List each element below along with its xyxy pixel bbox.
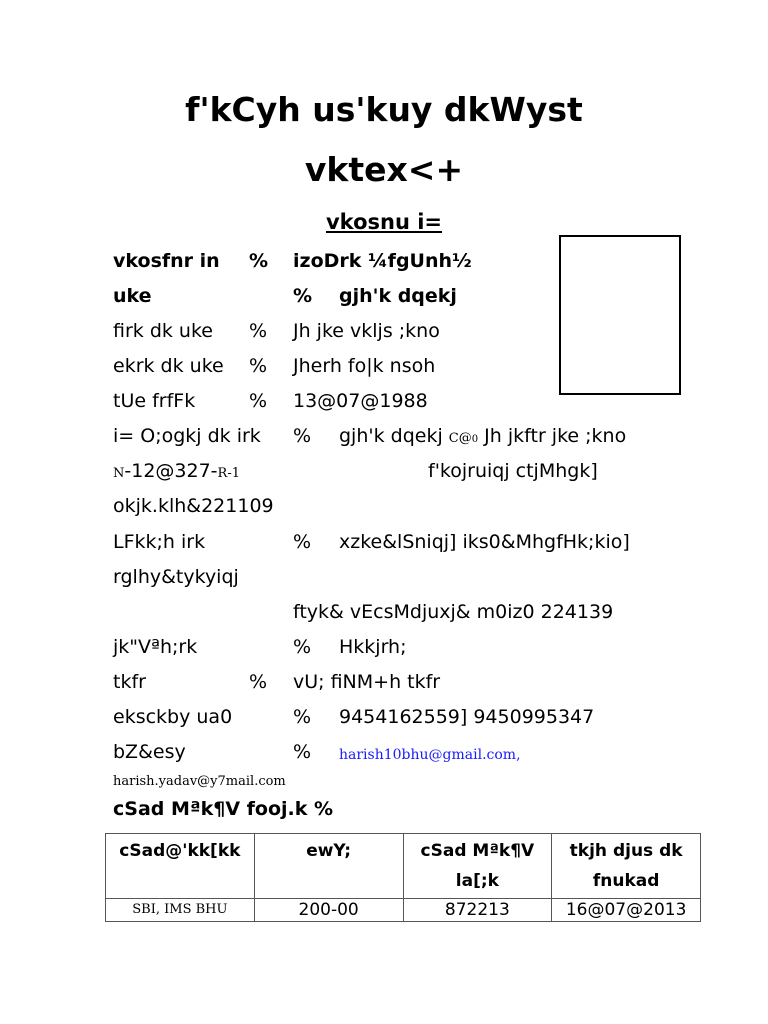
address-line3: okjk.klh&221109 — [113, 495, 274, 517]
field-sep: % — [293, 285, 313, 307]
field-sep: % — [249, 320, 268, 342]
college-location: vktex<+ — [304, 150, 464, 189]
bank-title: cSad Mªk¶V fooj.k % — [113, 798, 334, 820]
table-cell: SBI, IMS BHU — [106, 899, 255, 922]
email-line2: harish.yadav@y7mail.com — [113, 774, 286, 789]
bank-draft-table — [105, 833, 701, 922]
permanent-line2: rglhy&tykyiqj — [113, 566, 239, 588]
field-value-mother: Jherh fo|k nsoh — [293, 355, 436, 377]
table-cell: 200-00 — [254, 899, 403, 922]
field-value-dob: 13@07@1988 — [293, 390, 428, 412]
college-name: f'kCyh us'kuy dkWyst — [185, 90, 583, 129]
field-value-mobile: 9454162559] 9450995347 — [339, 706, 595, 728]
field-sep: % — [293, 531, 312, 553]
field-label-name: uke — [113, 285, 152, 307]
permanent-line3: ftyk& vEcsMdjuxj& m0iz0 224139 — [293, 601, 614, 623]
field-label-post: vkosfnr in — [113, 250, 220, 272]
field-value-caste: vU; fiNM+h tkfr — [293, 671, 441, 693]
field-sep: % — [293, 706, 312, 728]
email-link[interactable]: harish10bhu@gmail.com, — [339, 747, 521, 763]
field-sep: % — [249, 671, 268, 693]
field-value-father: Jh jke vkljs ;kno — [293, 320, 440, 342]
field-label-mobile: eksckby ua0 — [113, 706, 233, 728]
field-sep: % — [249, 390, 268, 412]
table-header: cSad Mªk¶V la[;k — [403, 834, 552, 899]
field-sep: % — [249, 355, 268, 377]
field-value-address: gjh'k dqekj C@0 Jh jkftr jke ;kno — [339, 425, 627, 447]
field-label-father: firk dk uke — [113, 320, 213, 342]
field-label-dob: tUe frfFk — [113, 390, 196, 412]
field-label-caste: tkfr — [113, 671, 146, 693]
field-sep: % — [293, 636, 312, 658]
field-label-nationality: jk"Vªh;rk — [113, 636, 198, 658]
field-value-post: izoDrk ¼fgUnh½ — [293, 250, 472, 272]
section-title: vkosnu i= — [325, 210, 443, 234]
field-sep: % — [293, 425, 312, 447]
table-cell: 872213 — [403, 899, 552, 922]
field-label-address: i= O;ogkj dk irk — [113, 425, 261, 447]
photo-placeholder — [559, 235, 681, 395]
table-cell: 16@07@2013 — [552, 899, 701, 922]
table-row — [106, 899, 701, 922]
address-line2-right: f'kojruiqj ctjMhgk] — [428, 460, 598, 482]
field-value-nationality: Hkkjrh; — [339, 636, 407, 658]
table-header: cSad@'kk[kk — [106, 834, 255, 899]
field-label-mother: ekrk dk uke — [113, 355, 224, 377]
field-sep: % — [249, 250, 269, 272]
field-value-permanent: xzke&lSniqj] iks0&MhgfHk;kio] — [339, 531, 630, 553]
field-label-email: bZ&esy — [113, 741, 186, 763]
address-line2: N-12@327-R-1 — [113, 460, 240, 482]
table-header-row — [106, 834, 701, 899]
field-label-permanent: LFkk;h irk — [113, 531, 206, 553]
field-value-name: gjh'k dqekj — [339, 285, 457, 307]
table-header: tkjh djus dk fnukad — [552, 834, 701, 899]
field-sep: % — [293, 741, 312, 763]
table-header: ewY; — [254, 834, 403, 899]
